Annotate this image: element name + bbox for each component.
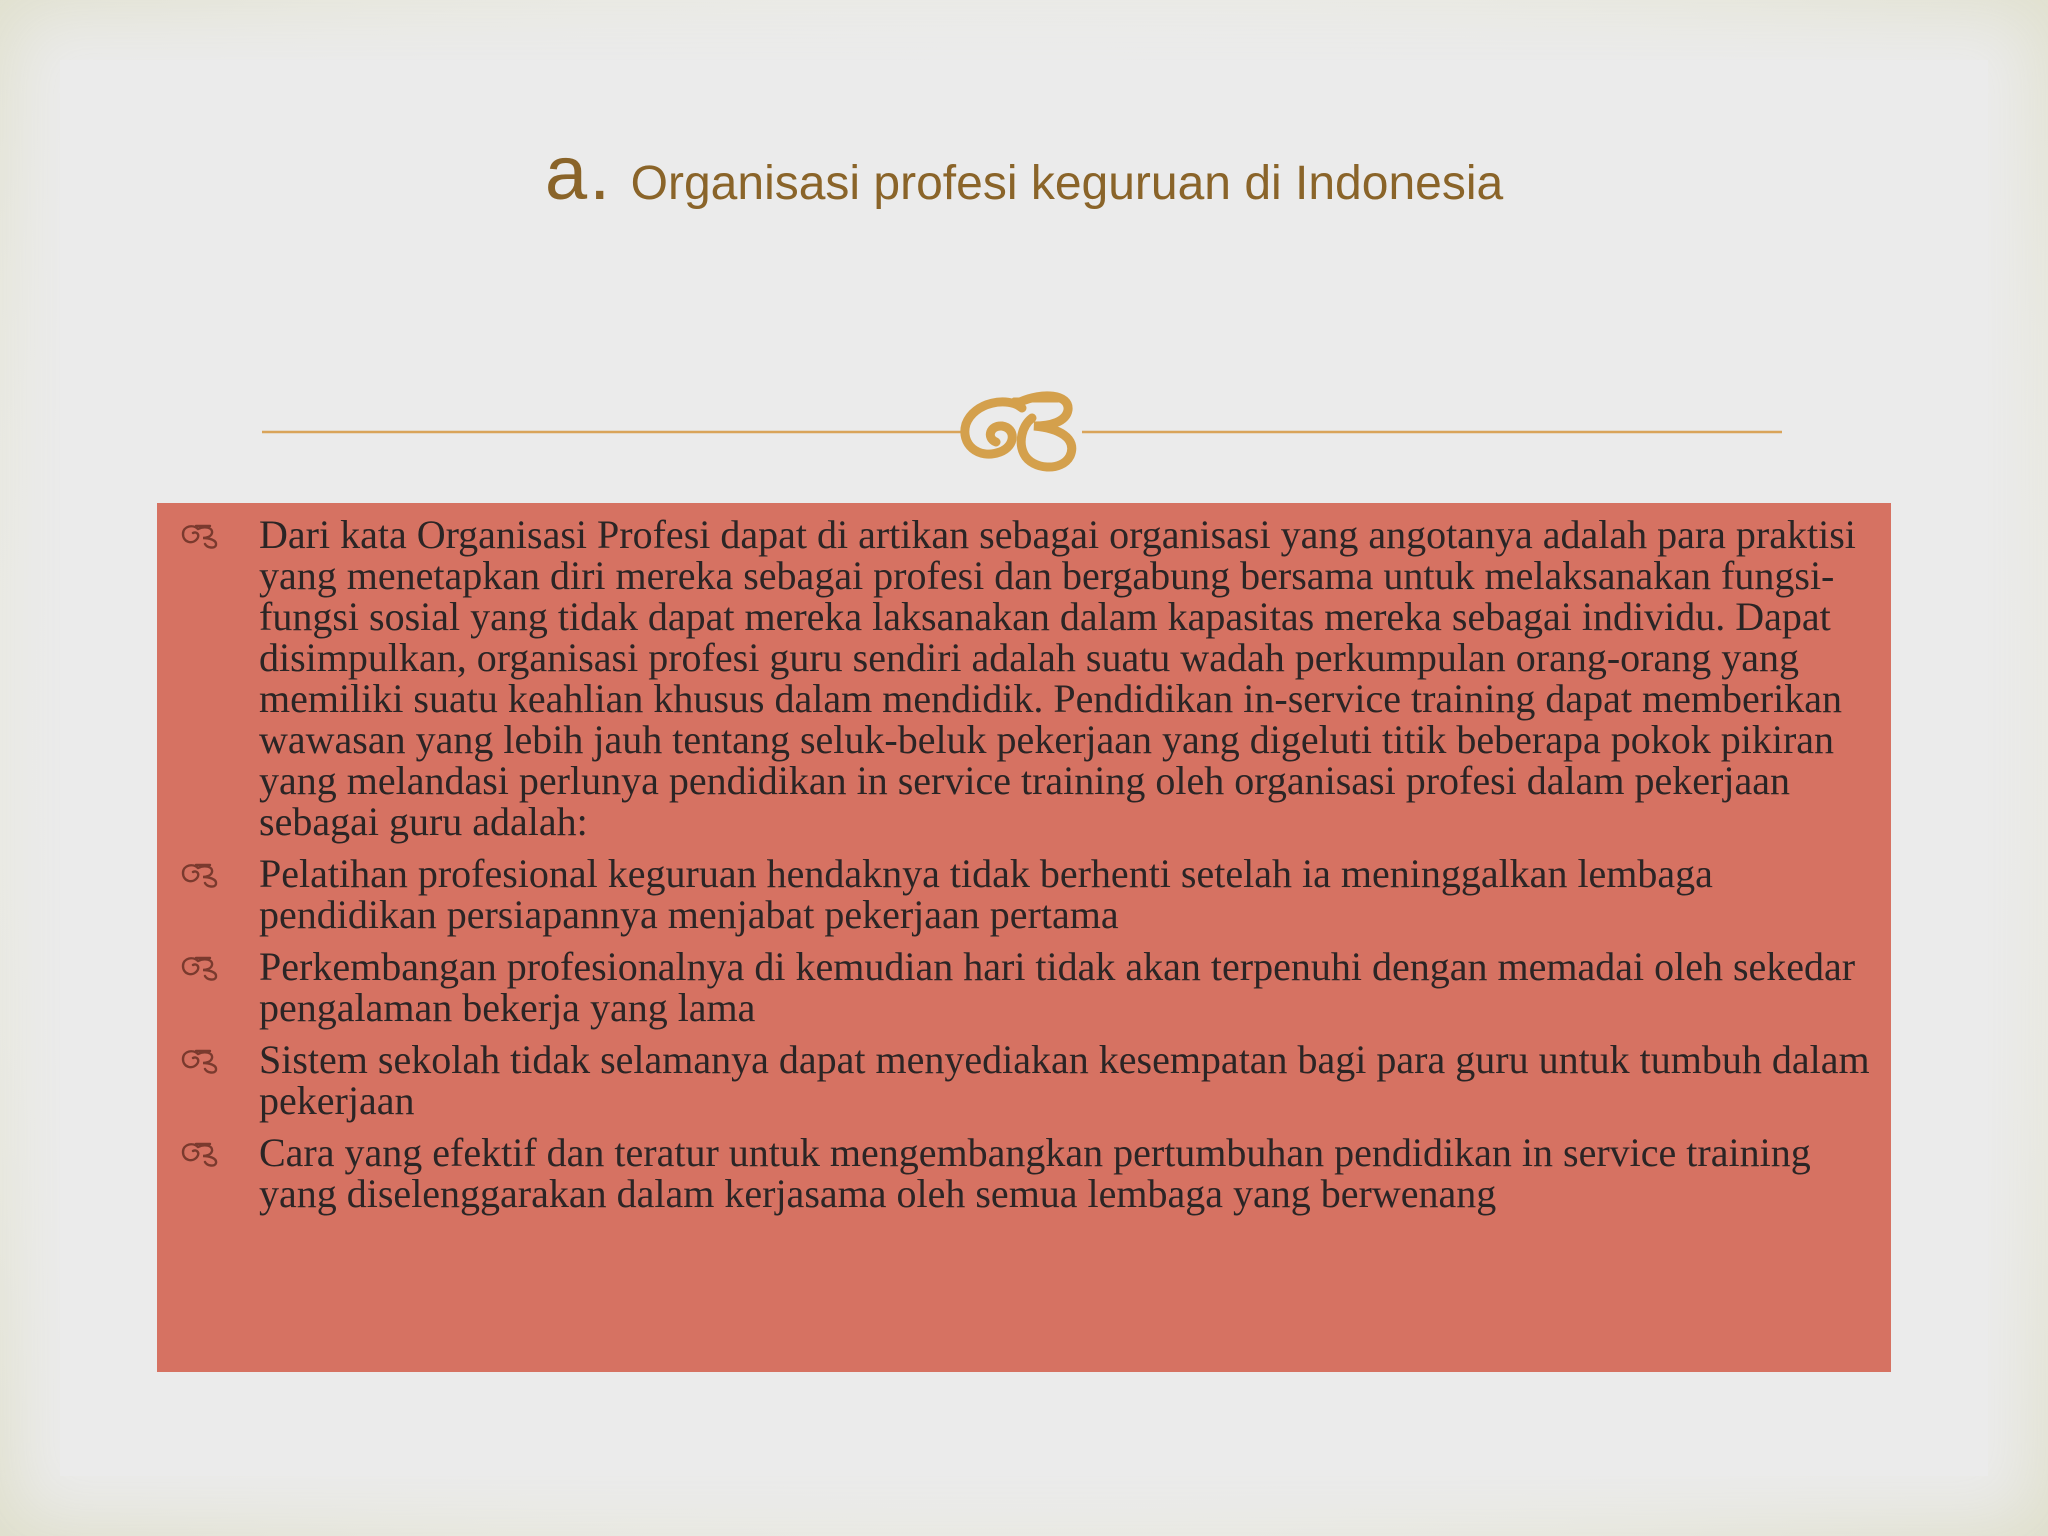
curl-bullet-icon: [179, 1045, 223, 1075]
title-letter: a.: [544, 131, 613, 216]
bullet-text: Dari kata Organisasi Profesi dapat di artikan sebagai organisasi yang angotanya adalah para praktisi yang menetapkan diri mereka sebagai profesi dan bergabung bersama untuk melaksanakan fungsi-fungsi sosial yang tidak dapat mereka laksanakan dalam kapasitas mereka sebagai individu. Dapat disimpulkan, organisasi profesi guru sendiri adalah suatu wadah perkumpulan orang-orang yang memiliki suatu keahlian khusus dalam mendidik. Pendidikan in-service training dapat memberikan wawasan yang lebih jauh tentang seluk-beluk pekerjaan yang digeluti titik beberapa pokok pikiran yang melandasi perlunya pendidikan in service training oleh organisasi profesi dalam pekerjaan sebagai guru adalah:: [259, 512, 1856, 844]
bullet-text: Perkembangan profesionalnya di kemudian hari tidak akan terpenuhi dengan memadai oleh sekedar pengalaman bekerja yang lama: [259, 944, 1856, 1030]
curl-bullet-icon: [179, 859, 223, 889]
curl-bullet-icon: [179, 1138, 223, 1168]
bullet-text: Pelatihan profesional keguruan hendaknya tidak berhenti setelah ia meninggalkan lembaga pendidikan persiapannya menjabat pekerjaan pertama: [259, 851, 1713, 937]
bullet-item: [177, 853, 1871, 935]
slide-title: [0, 130, 2048, 217]
ornament-flourish-icon: [965, 396, 1072, 467]
bullet-item: [177, 946, 1871, 1028]
bullet-text: Sistem sekolah tidak selamanya dapat menyediakan kesempatan bagi para guru untuk tumbuh dalam pekerjaan: [259, 1037, 1870, 1123]
ornament-divider: [262, 380, 1782, 480]
curl-bullet-icon: [179, 520, 223, 550]
curl-bullet-icon: [179, 952, 223, 982]
bullet-text: Cara yang efektif dan teratur untuk mengembangkan pertumbuhan pendidikan in service training yang diselenggarakan dalam kerjasama oleh semua lembaga yang berwenang: [259, 1130, 1811, 1216]
bullet-item: [177, 1132, 1871, 1214]
bullet-list: [177, 514, 1871, 1214]
content-box: [157, 503, 1891, 1372]
title-text: Organisasi profesi keguruan di Indonesia: [630, 157, 1504, 210]
bullet-item: [177, 1039, 1871, 1121]
bullet-item: [177, 514, 1871, 842]
